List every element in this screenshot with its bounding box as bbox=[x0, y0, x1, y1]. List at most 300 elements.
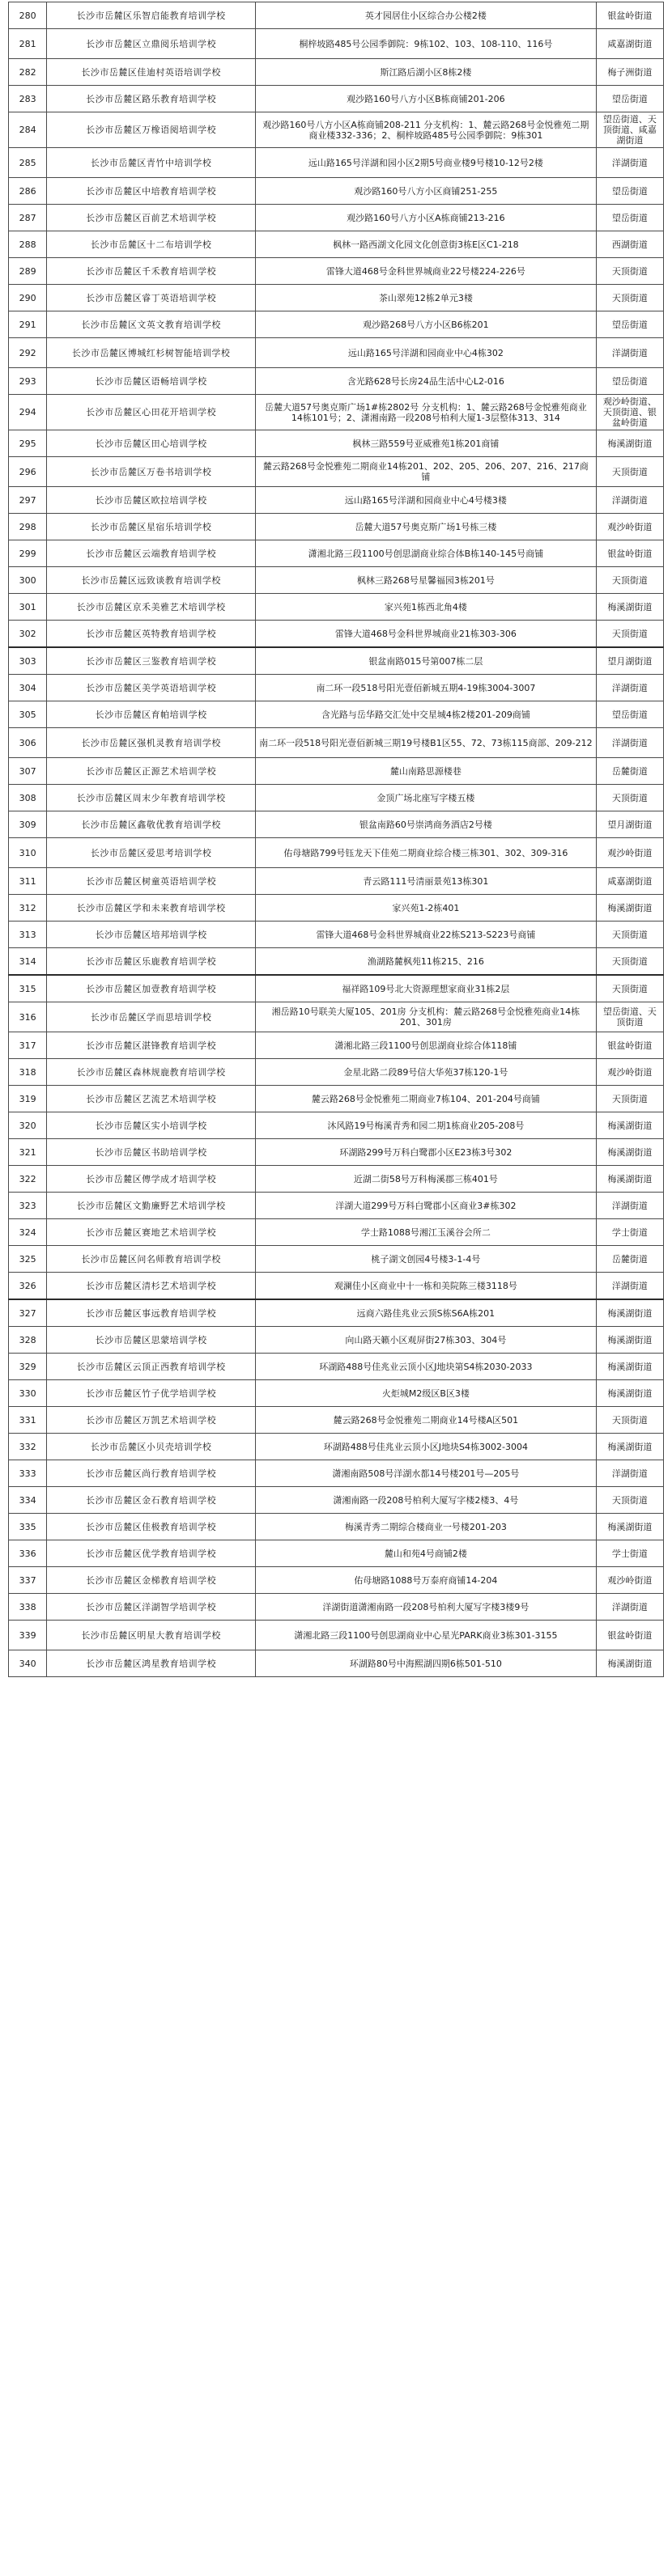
street-office: 望岳街道、天顶街道 bbox=[596, 1002, 663, 1032]
table-row bbox=[9, 647, 664, 675]
school-address: 环湖路80号中海熙湖四期6栋501-510 bbox=[256, 1650, 597, 1677]
table-row bbox=[9, 1139, 664, 1166]
school-address: 学士路1088号湘江玉溪谷会所二 bbox=[256, 1219, 597, 1246]
street-office: 梅溪湖街道 bbox=[596, 1112, 663, 1139]
table-row bbox=[9, 922, 664, 948]
school-name: 长沙市岳麓区书助培训学校 bbox=[47, 1139, 256, 1166]
school-name: 长沙市岳麓区明星大教育培训学校 bbox=[47, 1621, 256, 1650]
school-name: 长沙市岳麓区赛地艺术培训学校 bbox=[47, 1219, 256, 1246]
table-row bbox=[9, 1567, 664, 1594]
street-office: 天顶街道 bbox=[596, 1086, 663, 1112]
school-name: 长沙市岳麓区问名师教育培训学校 bbox=[47, 1246, 256, 1273]
street-office: 望岳街道、天顶街道、咸嘉湖街道 bbox=[596, 112, 663, 148]
row-number: 299 bbox=[9, 540, 47, 567]
row-number: 319 bbox=[9, 1086, 47, 1112]
row-number: 334 bbox=[9, 1487, 47, 1514]
street-office: 天顶街道 bbox=[596, 948, 663, 976]
school-name: 长沙市岳麓区路乐教育培训学校 bbox=[47, 86, 256, 112]
table-row bbox=[9, 1327, 664, 1354]
table-row bbox=[9, 675, 664, 701]
row-number: 312 bbox=[9, 895, 47, 922]
street-office: 银盆岭街道 bbox=[596, 1032, 663, 1059]
street-office: 梅溪湖街道 bbox=[596, 1514, 663, 1540]
row-number: 337 bbox=[9, 1567, 47, 1594]
table-row bbox=[9, 258, 664, 285]
row-number: 321 bbox=[9, 1139, 47, 1166]
row-number: 320 bbox=[9, 1112, 47, 1139]
school-address: 南二环一段518号阳光壹佰新城五期4-19栋3004-3007 bbox=[256, 675, 597, 701]
table-row bbox=[9, 1273, 664, 1300]
table-row bbox=[9, 86, 664, 112]
table-row bbox=[9, 1434, 664, 1460]
street-office: 洋湖街道 bbox=[596, 728, 663, 758]
street-office: 咸嘉湖街道 bbox=[596, 29, 663, 59]
table-row bbox=[9, 728, 664, 758]
table-row bbox=[9, 1354, 664, 1380]
row-number: 315 bbox=[9, 975, 47, 1002]
table-row bbox=[9, 148, 664, 178]
school-address: 麓云路268号金悦雅苑二期商业7栋104、201-204号商铺 bbox=[256, 1086, 597, 1112]
street-office: 银盆岭街道 bbox=[596, 2, 663, 29]
school-name: 长沙市岳麓区田心培训学校 bbox=[47, 430, 256, 457]
street-office: 望岳街道 bbox=[596, 86, 663, 112]
street-office: 天顶街道 bbox=[596, 258, 663, 285]
school-name: 长沙市岳麓区森林规鹿教育培训学校 bbox=[47, 1059, 256, 1086]
row-number: 285 bbox=[9, 148, 47, 178]
street-office: 梅子洲街道 bbox=[596, 59, 663, 86]
school-address: 斯江路后湖小区8栋2楼 bbox=[256, 59, 597, 86]
school-address: 茶山翠苑12栋2单元3楼 bbox=[256, 285, 597, 311]
table-row bbox=[9, 368, 664, 395]
school-address: 岳麓大道57号奥克斯广场1#栋2802号 分支机构：1、麓云路268号金悦雅苑商业14栋101号；2、潇湘南路一段208号柏利大厦1-3层整体313、314 bbox=[256, 395, 597, 430]
school-name: 长沙市岳麓区正源艺术培训学校 bbox=[47, 758, 256, 785]
table-row bbox=[9, 1002, 664, 1032]
street-office: 天顶街道 bbox=[596, 1407, 663, 1434]
street-office: 天顶街道 bbox=[596, 567, 663, 594]
table-row bbox=[9, 1460, 664, 1487]
school-address: 枫林一路西湖文化园文化创意街3栋E区C1-218 bbox=[256, 231, 597, 258]
school-name: 长沙市岳麓区十二布培训学校 bbox=[47, 231, 256, 258]
table-row bbox=[9, 1407, 664, 1434]
school-address: 金顶广场北座写字楼五楼 bbox=[256, 785, 597, 811]
row-number: 287 bbox=[9, 205, 47, 231]
school-name: 长沙市岳麓区万凯艺术培训学校 bbox=[47, 1407, 256, 1434]
street-office: 梅溪湖街道 bbox=[596, 430, 663, 457]
row-number: 291 bbox=[9, 311, 47, 338]
street-office: 洋湖街道 bbox=[596, 675, 663, 701]
row-number: 304 bbox=[9, 675, 47, 701]
school-address: 洋湖大道299号万科白鹭郡小区商业3#栋302 bbox=[256, 1193, 597, 1219]
table-row bbox=[9, 567, 664, 594]
school-address: 湘岳路10号联美大厦105、201房 分支机构：麓云路268号金悦雅苑商业14栋201、301房 bbox=[256, 1002, 597, 1032]
street-office: 望岳街道 bbox=[596, 701, 663, 728]
street-office: 望岳街道 bbox=[596, 311, 663, 338]
school-address: 潇湘南路一段208号柏利大厦写字楼2楼3、4号 bbox=[256, 1487, 597, 1514]
table-row bbox=[9, 205, 664, 231]
row-number: 294 bbox=[9, 395, 47, 430]
row-number: 295 bbox=[9, 430, 47, 457]
street-office: 望岳街道 bbox=[596, 205, 663, 231]
school-name: 长沙市岳麓区语畅培训学校 bbox=[47, 368, 256, 395]
table-row bbox=[9, 1487, 664, 1514]
school-address: 潇湘北路三段1100号创思湖商业中心星光PARK商业3栋301-3155 bbox=[256, 1621, 597, 1650]
row-number: 327 bbox=[9, 1299, 47, 1327]
street-office: 梅溪湖街道 bbox=[596, 1650, 663, 1677]
school-name: 长沙市岳麓区中培教育培训学校 bbox=[47, 178, 256, 205]
row-number: 293 bbox=[9, 368, 47, 395]
street-office: 梅溪湖街道 bbox=[596, 895, 663, 922]
street-office: 望岳街道 bbox=[596, 178, 663, 205]
school-address: 环湖路299号万科白鹭郡小区E23栋3号302 bbox=[256, 1139, 597, 1166]
school-name: 长沙市岳麓区欧拉培训学校 bbox=[47, 487, 256, 514]
school-address: 金星北路二段89号信大华苑37栋120-1号 bbox=[256, 1059, 597, 1086]
table-row bbox=[9, 1032, 664, 1059]
school-name: 长沙市岳麓区万卷书培训学校 bbox=[47, 457, 256, 487]
row-number: 310 bbox=[9, 838, 47, 868]
street-office: 观沙岭街道、天顶街道、银盆岭街道 bbox=[596, 395, 663, 430]
row-number: 317 bbox=[9, 1032, 47, 1059]
row-number: 316 bbox=[9, 1002, 47, 1032]
street-office: 望月湖街道 bbox=[596, 811, 663, 838]
street-office: 学士街道 bbox=[596, 1540, 663, 1567]
table-row bbox=[9, 311, 664, 338]
table-row bbox=[9, 1086, 664, 1112]
table-row bbox=[9, 540, 664, 567]
school-address: 远山路165号洋湖和园商业中心4栋302 bbox=[256, 338, 597, 368]
school-address: 向山路天籁小区观屏街27栋303、304号 bbox=[256, 1327, 597, 1354]
street-office: 洋湖街道 bbox=[596, 1273, 663, 1300]
school-name: 长沙市岳麓区立鼎阅乐培训学校 bbox=[47, 29, 256, 59]
row-number: 297 bbox=[9, 487, 47, 514]
school-name: 长沙市岳麓区千禾教育培训学校 bbox=[47, 258, 256, 285]
street-office: 岳麓街道 bbox=[596, 1246, 663, 1273]
table-row bbox=[9, 457, 664, 487]
row-number: 336 bbox=[9, 1540, 47, 1567]
table-row bbox=[9, 487, 664, 514]
street-office: 天顶街道 bbox=[596, 621, 663, 648]
street-office: 西湖街道 bbox=[596, 231, 663, 258]
table-row bbox=[9, 59, 664, 86]
street-office: 学士街道 bbox=[596, 1219, 663, 1246]
school-name: 长沙市岳麓区实小培训学校 bbox=[47, 1112, 256, 1139]
table-row bbox=[9, 1059, 664, 1086]
row-number: 301 bbox=[9, 594, 47, 621]
street-office: 洋湖街道 bbox=[596, 1460, 663, 1487]
row-number: 323 bbox=[9, 1193, 47, 1219]
school-address: 远山路165号洋湖和园商业中心4号楼3楼 bbox=[256, 487, 597, 514]
street-office: 观沙岭街道 bbox=[596, 838, 663, 868]
school-address: 雷锋大道468号金科世界城商业22栋S213-S223号商铺 bbox=[256, 922, 597, 948]
school-address: 潇湘北路三段1100号创思湖商业综合体118铺 bbox=[256, 1032, 597, 1059]
school-address: 英才园居住小区综合办公楼2楼 bbox=[256, 2, 597, 29]
school-name: 长沙市岳麓区学和未来教育培训学校 bbox=[47, 895, 256, 922]
street-office: 望月湖街道 bbox=[596, 647, 663, 675]
school-name: 长沙市岳麓区三鉴教育培训学校 bbox=[47, 647, 256, 675]
row-number: 330 bbox=[9, 1380, 47, 1407]
row-number: 281 bbox=[9, 29, 47, 59]
row-number: 326 bbox=[9, 1273, 47, 1300]
school-name: 长沙市岳麓区文勤廉野艺术培训学校 bbox=[47, 1193, 256, 1219]
row-number: 302 bbox=[9, 621, 47, 648]
row-number: 329 bbox=[9, 1354, 47, 1380]
street-office: 天顶街道 bbox=[596, 785, 663, 811]
school-name: 长沙市岳麓区青竹中培训学校 bbox=[47, 148, 256, 178]
row-number: 290 bbox=[9, 285, 47, 311]
table-row bbox=[9, 430, 664, 457]
school-name: 长沙市岳麓区湛锋教育培训学校 bbox=[47, 1032, 256, 1059]
street-office: 梅溪湖街道 bbox=[596, 1299, 663, 1327]
street-office: 洋湖街道 bbox=[596, 1193, 663, 1219]
school-name: 长沙市岳麓区云顶正西教育培训学校 bbox=[47, 1354, 256, 1380]
school-name: 长沙市岳麓区优学教育培训学校 bbox=[47, 1540, 256, 1567]
street-office: 梅溪湖街道 bbox=[596, 1139, 663, 1166]
table-row bbox=[9, 1621, 664, 1650]
school-address: 火炬城M2级区B区3楼 bbox=[256, 1380, 597, 1407]
school-name: 长沙市岳麓区树童英语培训学校 bbox=[47, 868, 256, 895]
registry-document bbox=[8, 0, 664, 1677]
school-name: 长沙市岳麓区事远教育培训学校 bbox=[47, 1299, 256, 1327]
street-office: 梅溪湖街道 bbox=[596, 1327, 663, 1354]
school-address: 近湖二街58号万科梅溪郡三栋401号 bbox=[256, 1166, 597, 1193]
street-office: 天顶街道 bbox=[596, 1487, 663, 1514]
street-office: 天顶街道 bbox=[596, 922, 663, 948]
row-number: 328 bbox=[9, 1327, 47, 1354]
street-office: 梅溪湖街道 bbox=[596, 1166, 663, 1193]
row-number: 305 bbox=[9, 701, 47, 728]
school-address: 含光路628号长房24品生活中心L2-016 bbox=[256, 368, 597, 395]
row-number: 282 bbox=[9, 59, 47, 86]
street-office: 望岳街道 bbox=[596, 368, 663, 395]
table-row bbox=[9, 1594, 664, 1621]
school-address: 观沙路160号八方小区A栋商铺208-211 分支机构：1、麓云路268号金悦雅苑二期商业楼332-336；2、桐梓坡路485号公园季御院：9栋301 bbox=[256, 112, 597, 148]
school-address: 麓云路268号金悦雅苑二期商业14栋201、202、205、206、207、216、217商铺 bbox=[256, 457, 597, 487]
street-office: 洋湖街道 bbox=[596, 1594, 663, 1621]
street-office: 观沙岭街道 bbox=[596, 1567, 663, 1594]
school-address: 观沙路268号八方小区B6栋201 bbox=[256, 311, 597, 338]
table-row bbox=[9, 285, 664, 311]
table-row bbox=[9, 1380, 664, 1407]
street-office: 银盆岭街道 bbox=[596, 540, 663, 567]
street-office: 银盆岭街道 bbox=[596, 1621, 663, 1650]
row-number: 331 bbox=[9, 1407, 47, 1434]
school-address: 桐梓坡路485号公园季御院：9栋102、103、108-110、116号 bbox=[256, 29, 597, 59]
street-office: 洋湖街道 bbox=[596, 338, 663, 368]
school-name: 长沙市岳麓区英特教育培训学校 bbox=[47, 621, 256, 648]
school-name: 长沙市岳麓区睿丁英语培训学校 bbox=[47, 285, 256, 311]
school-name: 长沙市岳麓区文英文教育培训学校 bbox=[47, 311, 256, 338]
table-row bbox=[9, 338, 664, 368]
street-office: 观沙岭街道 bbox=[596, 1059, 663, 1086]
row-number: 286 bbox=[9, 178, 47, 205]
table-row bbox=[9, 2, 664, 29]
row-number: 322 bbox=[9, 1166, 47, 1193]
table-row bbox=[9, 1246, 664, 1273]
table-row bbox=[9, 1193, 664, 1219]
registry-rows bbox=[9, 2, 664, 1677]
school-address: 远山路165号洋湖和园小区2期5号商业楼9号楼10-12号2楼 bbox=[256, 148, 597, 178]
table-row bbox=[9, 514, 664, 540]
school-address: 远商六路佳兆业云顶S栋S6A栋201 bbox=[256, 1299, 597, 1327]
school-name: 长沙市岳麓区尚行教育培训学校 bbox=[47, 1460, 256, 1487]
school-name: 长沙市岳麓区思蒙培训学校 bbox=[47, 1327, 256, 1354]
school-address: 麓山和苑4号商铺2楼 bbox=[256, 1540, 597, 1567]
row-number: 338 bbox=[9, 1594, 47, 1621]
row-number: 324 bbox=[9, 1219, 47, 1246]
street-office: 洋湖街道 bbox=[596, 148, 663, 178]
school-address: 南二环一段518号阳光壹佰新城三期19号楼B1区55、72、73栋115商部、209-212 bbox=[256, 728, 597, 758]
school-address: 桃子湖文创园4号楼3-1-4号 bbox=[256, 1246, 597, 1273]
school-name: 长沙市岳麓区博城红杉树智能培训学校 bbox=[47, 338, 256, 368]
school-name: 长沙市岳麓区美学英语培训学校 bbox=[47, 675, 256, 701]
school-name: 长沙市岳麓区鑫敬优教育培训学校 bbox=[47, 811, 256, 838]
table-row bbox=[9, 1112, 664, 1139]
table-row bbox=[9, 621, 664, 648]
school-name: 长沙市岳麓区远致谈教育培训学校 bbox=[47, 567, 256, 594]
school-address: 银盆南路60号崇鸿商务酒店2号楼 bbox=[256, 811, 597, 838]
school-name: 长沙市岳麓区佳极教育培训学校 bbox=[47, 1514, 256, 1540]
school-name: 长沙市岳麓区学而思培训学校 bbox=[47, 1002, 256, 1032]
table-row bbox=[9, 1650, 664, 1677]
school-name: 长沙市岳麓区育帕培训学校 bbox=[47, 701, 256, 728]
street-office: 天顶街道 bbox=[596, 285, 663, 311]
row-number: 309 bbox=[9, 811, 47, 838]
row-number: 311 bbox=[9, 868, 47, 895]
table-row bbox=[9, 785, 664, 811]
street-office: 咸嘉湖街道 bbox=[596, 868, 663, 895]
school-address: 潇湘南路508号洋湖水都14号楼201号—205号 bbox=[256, 1460, 597, 1487]
school-name: 长沙市岳麓区强机灵教育培训学校 bbox=[47, 728, 256, 758]
school-name: 长沙市岳麓区加壹教育培训学校 bbox=[47, 975, 256, 1002]
school-address: 含光路与岳华路交汇处中交星城4栋2楼201-209商铺 bbox=[256, 701, 597, 728]
school-name: 长沙市岳麓区京禾美雅艺术培训学校 bbox=[47, 594, 256, 621]
table-row bbox=[9, 948, 664, 976]
school-address: 环湖路488号佳兆业云顶小区J地块第S4栋2030-2033 bbox=[256, 1354, 597, 1380]
school-address: 渔湖路麓枫苑11栋215、216 bbox=[256, 948, 597, 976]
street-office: 梅溪湖街道 bbox=[596, 1354, 663, 1380]
table-row bbox=[9, 868, 664, 895]
school-name: 长沙市岳麓区万橡语阅培训学校 bbox=[47, 112, 256, 148]
school-address: 佑母塘路1088号万泰府商铺14-204 bbox=[256, 1567, 597, 1594]
street-office: 观沙岭街道 bbox=[596, 514, 663, 540]
row-number: 325 bbox=[9, 1246, 47, 1273]
street-office: 洋湖街道 bbox=[596, 487, 663, 514]
row-number: 332 bbox=[9, 1434, 47, 1460]
school-name: 长沙市岳麓区金梯教育培训学校 bbox=[47, 1567, 256, 1594]
row-number: 333 bbox=[9, 1460, 47, 1487]
school-name: 长沙市岳麓区周末少年教育培训学校 bbox=[47, 785, 256, 811]
row-number: 280 bbox=[9, 2, 47, 29]
table-row bbox=[9, 1299, 664, 1327]
table-row bbox=[9, 395, 664, 430]
school-name: 长沙市岳麓区培邦培训学校 bbox=[47, 922, 256, 948]
school-name: 长沙市岳麓区心田花开培训学校 bbox=[47, 395, 256, 430]
row-number: 292 bbox=[9, 338, 47, 368]
school-name: 长沙市岳麓区金石教育培训学校 bbox=[47, 1487, 256, 1514]
table-row bbox=[9, 1514, 664, 1540]
street-office: 梅溪湖街道 bbox=[596, 594, 663, 621]
school-address: 雷锋大道468号金科世界城商业22号楼224-226号 bbox=[256, 258, 597, 285]
table-row bbox=[9, 178, 664, 205]
school-address: 观沙路160号八方小区A栋商铺213-216 bbox=[256, 205, 597, 231]
row-number: 283 bbox=[9, 86, 47, 112]
school-address: 环湖路488号佳兆业云顶小区J地块S4栋3002-3004 bbox=[256, 1434, 597, 1460]
row-number: 300 bbox=[9, 567, 47, 594]
school-address: 观沙路160号八方小区B栋商铺201-206 bbox=[256, 86, 597, 112]
school-name: 长沙市岳麓区小贝壳培训学校 bbox=[47, 1434, 256, 1460]
school-name: 长沙市岳麓区鸿星教育培训学校 bbox=[47, 1650, 256, 1677]
row-number: 307 bbox=[9, 758, 47, 785]
table-row bbox=[9, 1540, 664, 1567]
row-number: 296 bbox=[9, 457, 47, 487]
table-row bbox=[9, 811, 664, 838]
school-address: 枫林三路268号星馨福园3栋201号 bbox=[256, 567, 597, 594]
school-address: 观沙路160号八方小区商铺251-255 bbox=[256, 178, 597, 205]
street-office: 梅溪湖街道 bbox=[596, 1380, 663, 1407]
table-row bbox=[9, 1219, 664, 1246]
school-name: 长沙市岳麓区清杉艺术培训学校 bbox=[47, 1273, 256, 1300]
table-row bbox=[9, 231, 664, 258]
school-name: 长沙市岳麓区云端教育培训学校 bbox=[47, 540, 256, 567]
school-registry-table bbox=[8, 2, 664, 1677]
school-address: 青云路111号清丽景苑13栋301 bbox=[256, 868, 597, 895]
school-address: 麓云路268号金悦雅苑二期商业14号楼A区501 bbox=[256, 1407, 597, 1434]
street-office: 梅溪湖街道 bbox=[596, 1434, 663, 1460]
row-number: 318 bbox=[9, 1059, 47, 1086]
table-row bbox=[9, 112, 664, 148]
row-number: 298 bbox=[9, 514, 47, 540]
school-name: 长沙市岳麓区艺流艺术培训学校 bbox=[47, 1086, 256, 1112]
school-name: 长沙市岳麓区傳学成才培训学校 bbox=[47, 1166, 256, 1193]
school-address: 银盆南路015号第007栋二层 bbox=[256, 647, 597, 675]
row-number: 306 bbox=[9, 728, 47, 758]
school-name: 长沙市岳麓区乐鹿教育培训学校 bbox=[47, 948, 256, 976]
school-address: 观澜佳小区商业中十一栋和美院陈三楼3118号 bbox=[256, 1273, 597, 1300]
row-number: 289 bbox=[9, 258, 47, 285]
row-number: 288 bbox=[9, 231, 47, 258]
school-address: 岳麓大道57号奥克斯广场1号栋三楼 bbox=[256, 514, 597, 540]
row-number: 335 bbox=[9, 1514, 47, 1540]
school-address: 梅溪青秀二期综合楼商业一号楼201-203 bbox=[256, 1514, 597, 1540]
school-address: 家兴苑1栋西北角4楼 bbox=[256, 594, 597, 621]
table-row bbox=[9, 975, 664, 1002]
school-address: 潇湘北路三段1100号创思湖商业综合体B栋140-145号商铺 bbox=[256, 540, 597, 567]
school-address: 枫林三路559号亚威雅苑1栋201商铺 bbox=[256, 430, 597, 457]
school-name: 长沙市岳麓区佳迪村英语培训学校 bbox=[47, 59, 256, 86]
school-address: 家兴苑1-2栋401 bbox=[256, 895, 597, 922]
school-name: 长沙市岳麓区洋湖智学培训学校 bbox=[47, 1594, 256, 1621]
table-row bbox=[9, 895, 664, 922]
table-row bbox=[9, 594, 664, 621]
street-office: 天顶街道 bbox=[596, 457, 663, 487]
row-number: 284 bbox=[9, 112, 47, 148]
table-row bbox=[9, 1166, 664, 1193]
school-name: 长沙市岳麓区爱思考培训学校 bbox=[47, 838, 256, 868]
school-name: 长沙市岳麓区乐智启能教育培训学校 bbox=[47, 2, 256, 29]
school-address: 佑母塘路799号钰龙天下佳苑二期商业综合楼三栋301、302、309-316 bbox=[256, 838, 597, 868]
school-name: 长沙市岳麓区竹子优学培训学校 bbox=[47, 1380, 256, 1407]
row-number: 314 bbox=[9, 948, 47, 976]
row-number: 303 bbox=[9, 647, 47, 675]
row-number: 339 bbox=[9, 1621, 47, 1650]
row-number: 340 bbox=[9, 1650, 47, 1677]
table-row bbox=[9, 838, 664, 868]
school-address: 雷锋大道468号金科世界城商业21栋303-306 bbox=[256, 621, 597, 648]
row-number: 313 bbox=[9, 922, 47, 948]
school-name: 长沙市岳麓区百前艺术培训学校 bbox=[47, 205, 256, 231]
school-address: 洋湖街道潇湘南路一段208号柏利大厦写字楼3楼9号 bbox=[256, 1594, 597, 1621]
table-row bbox=[9, 701, 664, 728]
school-address: 麓山南路思源楼巷 bbox=[256, 758, 597, 785]
